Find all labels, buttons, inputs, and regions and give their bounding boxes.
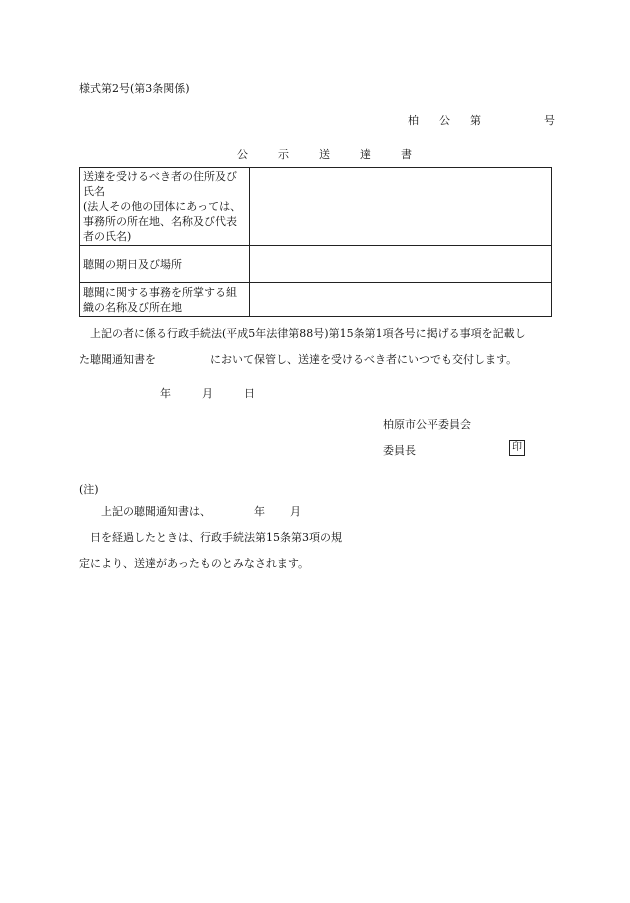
title-char: 公 (237, 148, 248, 161)
addressee-label-text: 送達を受けるべき者の住所及び氏名 (法人その他の団体にあっては、事務所の所在地、名称及び代表者の氏名) (83, 170, 242, 243)
document-title (237, 146, 412, 162)
addressee-label (80, 168, 250, 246)
title-char: 送 (319, 148, 330, 161)
number-dai: 第 (470, 114, 481, 127)
document-number-line (408, 112, 555, 128)
note-line-1 (79, 499, 559, 551)
body-line-1: 上記の者に係る行政手続法(平成5年法律第88号)第15条第1項各号に掲げる事項を記載し (90, 327, 526, 340)
table-row (80, 246, 552, 283)
committee-name: 柏原市公平委員会 (383, 418, 471, 431)
note-paragraph (79, 499, 559, 577)
body-line-2-a: た聴聞通知書を (79, 353, 156, 366)
title-char: 達 (360, 148, 371, 161)
chairman-label: 委員長 (383, 444, 416, 457)
body-line-2-b: において保管し、送達を受けるべき者にいつでも交付します。 (210, 353, 518, 366)
note-month: 月 (290, 505, 301, 518)
note-line-1-b: 日を経過したときは、行政手続法第15条第3項の規 (90, 531, 342, 544)
month-label: 月 (202, 387, 213, 400)
day-label: 日 (244, 387, 255, 400)
body-line-2 (79, 347, 559, 373)
issue-date (160, 385, 255, 401)
table-row (80, 168, 552, 246)
hearing-date-value (250, 246, 552, 283)
number-suffix: 号 (544, 114, 555, 127)
title-char: 示 (278, 148, 289, 161)
form-number-label: 様式第2号(第3条関係) (79, 82, 190, 95)
note-line-2: 定により、送達があったものとみなされます。 (79, 557, 310, 570)
office-label: 聴聞に関する事務を所掌する組織の名称及び所在地 (80, 283, 250, 317)
office-value (250, 283, 552, 317)
info-table (79, 167, 552, 317)
number-mid: 公 (439, 114, 450, 127)
year-label: 年 (160, 387, 171, 400)
addressee-value (250, 168, 552, 246)
body-paragraph (79, 321, 559, 373)
seal-box: 印 (509, 440, 525, 456)
table-row (80, 283, 552, 317)
number-prefix: 柏 (408, 114, 419, 127)
note-line-1-a: 上記の聴聞通知書は、 (101, 505, 211, 518)
title-char: 書 (401, 148, 412, 161)
note-year: 年 (254, 505, 265, 518)
hearing-date-label: 聴聞の期日及び場所 (80, 246, 250, 283)
note-heading: (注) (79, 483, 99, 496)
